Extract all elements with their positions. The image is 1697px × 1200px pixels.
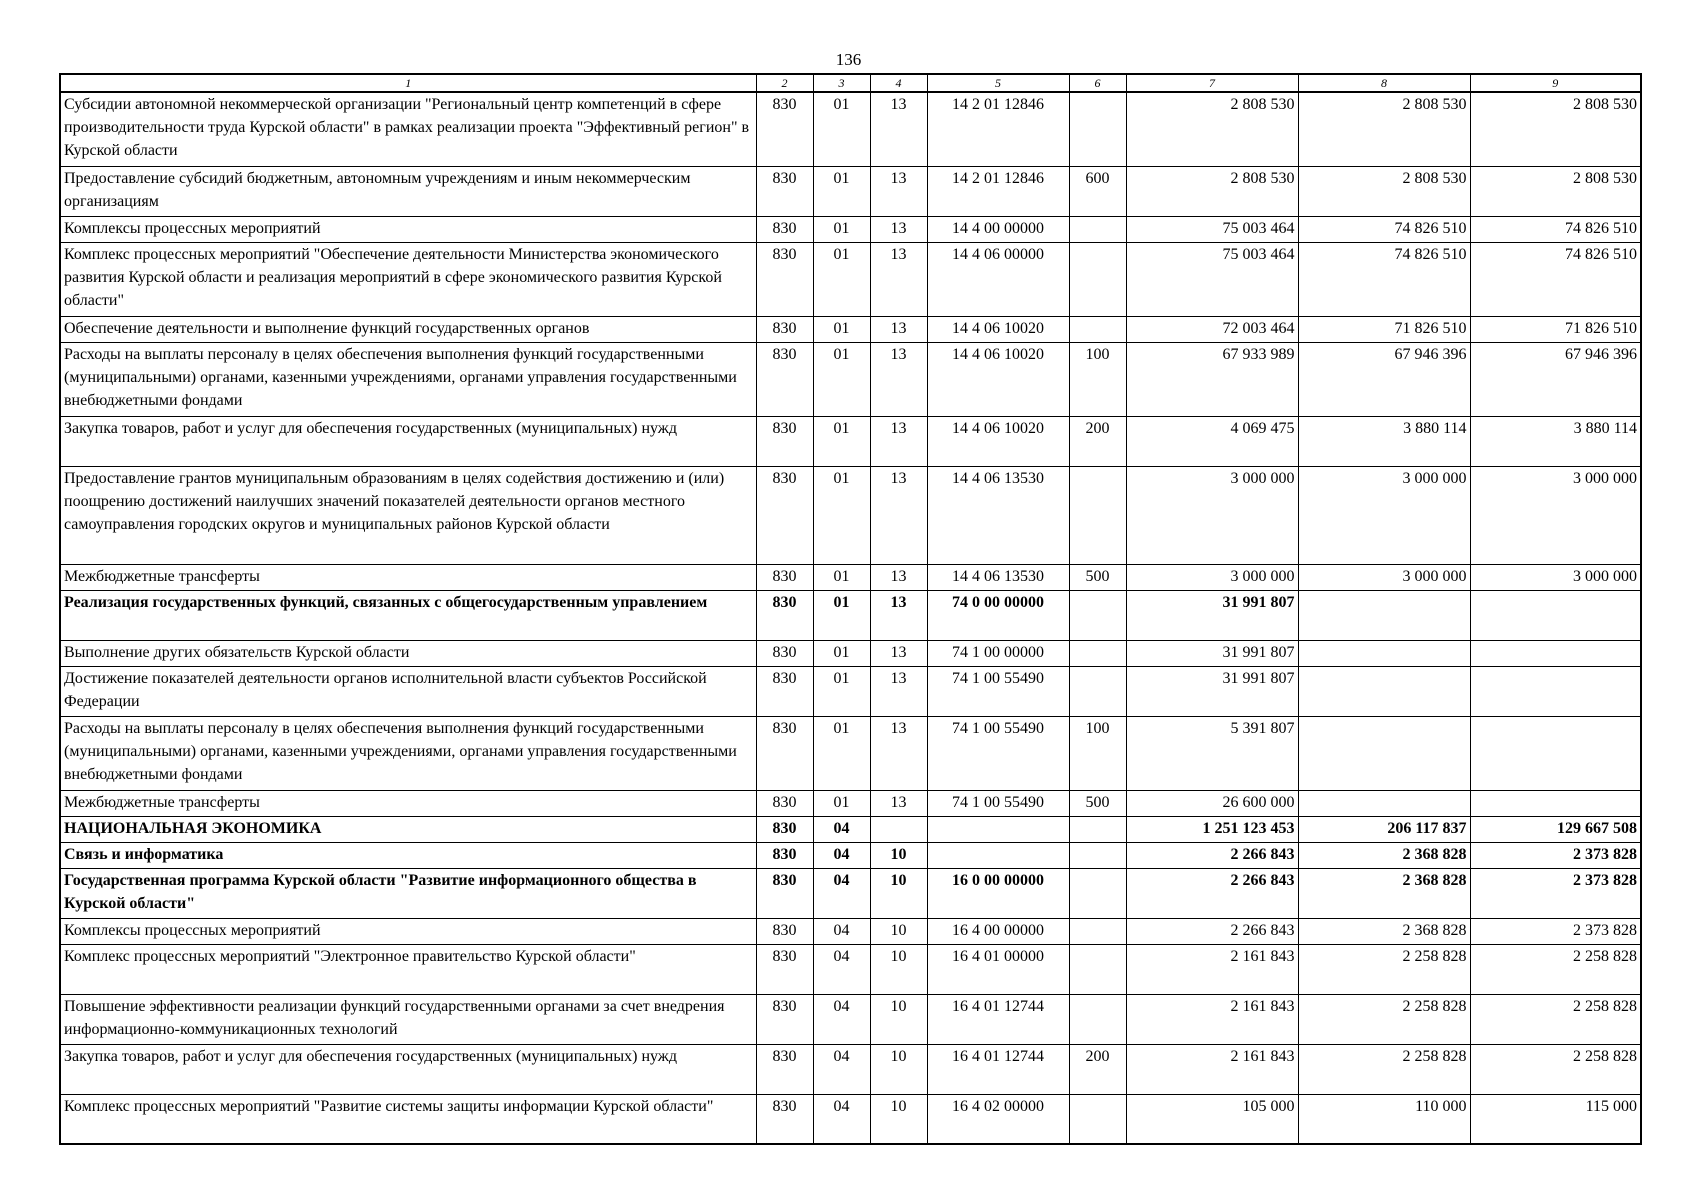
subsection-code: 13 [870, 590, 927, 640]
amount-col-8: 67 946 396 [1298, 342, 1470, 416]
target-article: 14 4 06 13530 [927, 466, 1069, 564]
section-code: 04 [813, 918, 870, 944]
amount-col-9: 2 258 828 [1470, 1044, 1641, 1094]
amount-col-7: 1 251 123 453 [1126, 816, 1298, 842]
table-row [60, 316, 1641, 342]
admin-code: 830 [756, 342, 813, 416]
subsection-code: 13 [870, 716, 927, 790]
table-row [60, 716, 1641, 790]
column-header: 9 [1470, 74, 1641, 92]
target-article: 16 0 00 00000 [927, 868, 1069, 918]
table-row [60, 216, 1641, 242]
item-name: Субсидии автономной некоммерческой организации "Региональный центр компетенций в сфере производительности труда Курской области" в рамках реализации проекта "Эффективный регион" в Курской области [60, 92, 756, 166]
table-row [60, 590, 1641, 640]
table-row [60, 342, 1641, 416]
subsection-code: 13 [870, 242, 927, 316]
subsection-code: 10 [870, 868, 927, 918]
target-article: 14 4 06 00000 [927, 242, 1069, 316]
amount-col-9: 115 000 [1470, 1094, 1641, 1144]
table-row [60, 944, 1641, 994]
section-code: 01 [813, 216, 870, 242]
amount-col-7: 2 161 843 [1126, 944, 1298, 994]
table-row [60, 166, 1641, 216]
expense-type: 200 [1069, 1044, 1126, 1094]
section-code: 04 [813, 868, 870, 918]
subsection-code [870, 816, 927, 842]
amount-col-8 [1298, 716, 1470, 790]
amount-col-7: 31 991 807 [1126, 666, 1298, 716]
item-name: Комплекс процессных мероприятий "Развитие системы защиты информации Курской области" [60, 1094, 756, 1144]
amount-col-7: 2 266 843 [1126, 842, 1298, 868]
amount-col-7: 2 266 843 [1126, 868, 1298, 918]
admin-code: 830 [756, 564, 813, 590]
item-name: Комплекс процессных мероприятий "Обеспечение деятельности Министерства экономического развития Курской области и реализация мероприятий в сфере экономического развития Курской области" [60, 242, 756, 316]
table-row [60, 466, 1641, 564]
table-row [60, 1094, 1641, 1144]
target-article: 16 4 01 00000 [927, 944, 1069, 994]
admin-code: 830 [756, 868, 813, 918]
column-header: 6 [1069, 74, 1126, 92]
subsection-code: 13 [870, 316, 927, 342]
admin-code: 830 [756, 316, 813, 342]
item-name: Обеспечение деятельности и выполнение функций государственных органов [60, 316, 756, 342]
expense-type [1069, 466, 1126, 564]
amount-col-7: 2 161 843 [1126, 994, 1298, 1044]
amount-col-8 [1298, 590, 1470, 640]
expense-type [1069, 666, 1126, 716]
target-article: 14 4 00 00000 [927, 216, 1069, 242]
item-name: Достижение показателей деятельности органов исполнительной власти субъектов Российской Федерации [60, 666, 756, 716]
item-name: Закупка товаров, работ и услуг для обеспечения государственных (муниципальных) нужд [60, 416, 756, 466]
table-row [60, 416, 1641, 466]
admin-code: 830 [756, 242, 813, 316]
amount-col-9: 3 000 000 [1470, 564, 1641, 590]
admin-code: 830 [756, 466, 813, 564]
amount-col-8: 3 000 000 [1298, 564, 1470, 590]
table-row [60, 666, 1641, 716]
amount-col-9: 71 826 510 [1470, 316, 1641, 342]
section-code: 01 [813, 564, 870, 590]
admin-code: 830 [756, 994, 813, 1044]
item-name: Предоставление грантов муниципальным образованиям в целях содействия достижению и (или) поощрению достижений наилучших значений показателей деятельности органов местного самоуправления городских округов и муниципальных районов Курской области [60, 466, 756, 564]
item-name: Выполнение других обязательств Курской области [60, 640, 756, 666]
item-name: Межбюджетные трансферты [60, 790, 756, 816]
target-article: 74 1 00 55490 [927, 666, 1069, 716]
target-article: 16 4 00 00000 [927, 918, 1069, 944]
subsection-code: 10 [870, 842, 927, 868]
admin-code: 830 [756, 416, 813, 466]
admin-code: 830 [756, 944, 813, 994]
amount-col-7: 2 161 843 [1126, 1044, 1298, 1094]
item-name: Предоставление субсидий бюджетным, автономным учреждениям и иным некоммерческим организациям [60, 166, 756, 216]
item-name: Повышение эффективности реализации функций государственными органами за счет внедрения информационно-коммуникационных технологий [60, 994, 756, 1044]
subsection-code: 13 [870, 416, 927, 466]
amount-col-9: 74 826 510 [1470, 216, 1641, 242]
amount-col-7: 67 933 989 [1126, 342, 1298, 416]
table-row [60, 242, 1641, 316]
amount-col-8: 206 117 837 [1298, 816, 1470, 842]
admin-code: 830 [756, 716, 813, 790]
subsection-code: 10 [870, 994, 927, 1044]
admin-code: 830 [756, 1044, 813, 1094]
target-article: 74 0 00 00000 [927, 590, 1069, 640]
expense-type: 200 [1069, 416, 1126, 466]
section-code: 01 [813, 166, 870, 216]
subsection-code: 13 [870, 666, 927, 716]
subsection-code: 10 [870, 918, 927, 944]
amount-col-8: 110 000 [1298, 1094, 1470, 1144]
section-code: 01 [813, 316, 870, 342]
amount-col-7: 31 991 807 [1126, 640, 1298, 666]
item-name: Расходы на выплаты персоналу в целях обеспечения выполнения функций государственными (муниципальными) органами, казенными учреждениями, органами управления государственными внебюджетными фондами [60, 342, 756, 416]
amount-col-7: 31 991 807 [1126, 590, 1298, 640]
amount-col-8: 2 368 828 [1298, 918, 1470, 944]
amount-col-7: 4 069 475 [1126, 416, 1298, 466]
section-code: 04 [813, 842, 870, 868]
target-article: 14 4 06 10020 [927, 416, 1069, 466]
item-name: Реализация государственных функций, связанных с общегосударственным управлением [60, 590, 756, 640]
item-name: Расходы на выплаты персоналу в целях обеспечения выполнения функций государственными (муниципальными) органами, казенными учреждениями, органами управления государственными внебюджетными фондами [60, 716, 756, 790]
amount-col-9: 2 808 530 [1470, 92, 1641, 166]
section-code: 01 [813, 716, 870, 790]
target-article: 74 1 00 55490 [927, 716, 1069, 790]
table-row [60, 640, 1641, 666]
subsection-code: 10 [870, 1094, 927, 1144]
table-row [60, 92, 1641, 166]
target-article: 14 2 01 12846 [927, 166, 1069, 216]
section-code: 01 [813, 466, 870, 564]
section-code: 04 [813, 1094, 870, 1144]
amount-col-7: 75 003 464 [1126, 216, 1298, 242]
expense-type [1069, 918, 1126, 944]
amount-col-8: 2 258 828 [1298, 994, 1470, 1044]
expense-type [1069, 316, 1126, 342]
page-number: 136 [835, 50, 862, 69]
table-row [60, 816, 1641, 842]
admin-code: 830 [756, 666, 813, 716]
amount-col-7: 2 808 530 [1126, 166, 1298, 216]
expense-type [1069, 242, 1126, 316]
amount-col-9: 2 373 828 [1470, 868, 1641, 918]
target-article [927, 842, 1069, 868]
section-code: 01 [813, 342, 870, 416]
column-header: 3 [813, 74, 870, 92]
amount-col-9: 3 880 114 [1470, 416, 1641, 466]
expense-type [1069, 92, 1126, 166]
subsection-code: 13 [870, 216, 927, 242]
amount-col-8: 71 826 510 [1298, 316, 1470, 342]
amount-col-9 [1470, 790, 1641, 816]
admin-code: 830 [756, 166, 813, 216]
admin-code: 830 [756, 842, 813, 868]
table-row [60, 868, 1641, 918]
amount-col-8: 2 368 828 [1298, 842, 1470, 868]
amount-col-9: 2 258 828 [1470, 944, 1641, 994]
amount-col-7: 105 000 [1126, 1094, 1298, 1144]
amount-col-8: 74 826 510 [1298, 216, 1470, 242]
section-code: 01 [813, 416, 870, 466]
target-article: 16 4 02 00000 [927, 1094, 1069, 1144]
expense-type [1069, 868, 1126, 918]
item-name: Межбюджетные трансферты [60, 564, 756, 590]
target-article: 16 4 01 12744 [927, 994, 1069, 1044]
target-article: 14 2 01 12846 [927, 92, 1069, 166]
subsection-code: 13 [870, 166, 927, 216]
target-article [927, 816, 1069, 842]
item-name: Связь и информатика [60, 842, 756, 868]
section-code: 04 [813, 944, 870, 994]
amount-col-9: 2 373 828 [1470, 918, 1641, 944]
amount-col-9: 2 808 530 [1470, 166, 1641, 216]
amount-col-7: 2 808 530 [1126, 92, 1298, 166]
amount-col-7: 72 003 464 [1126, 316, 1298, 342]
target-article: 74 1 00 00000 [927, 640, 1069, 666]
amount-col-9: 67 946 396 [1470, 342, 1641, 416]
amount-col-8: 2 258 828 [1298, 1044, 1470, 1094]
expense-type [1069, 1094, 1126, 1144]
subsection-code: 13 [870, 790, 927, 816]
item-name: НАЦИОНАЛЬНАЯ ЭКОНОМИКА [60, 816, 756, 842]
section-code: 04 [813, 816, 870, 842]
subsection-code: 13 [870, 640, 927, 666]
amount-col-8 [1298, 640, 1470, 666]
amount-col-9: 74 826 510 [1470, 242, 1641, 316]
item-name: Комплекс процессных мероприятий "Электронное правительство Курской области" [60, 944, 756, 994]
amount-col-9 [1470, 666, 1641, 716]
expense-type: 100 [1069, 342, 1126, 416]
column-header: 1 [60, 74, 756, 92]
item-name: Комплексы процессных мероприятий [60, 216, 756, 242]
admin-code: 830 [756, 92, 813, 166]
expense-type [1069, 842, 1126, 868]
column-number-row [60, 74, 1641, 92]
subsection-code: 13 [870, 92, 927, 166]
expense-type [1069, 590, 1126, 640]
amount-col-8: 3 880 114 [1298, 416, 1470, 466]
admin-code: 830 [756, 216, 813, 242]
amount-col-7: 5 391 807 [1126, 716, 1298, 790]
amount-col-9 [1470, 590, 1641, 640]
item-name: Комплексы процессных мероприятий [60, 918, 756, 944]
admin-code: 830 [756, 640, 813, 666]
section-code: 04 [813, 1044, 870, 1094]
amount-col-8: 2 258 828 [1298, 944, 1470, 994]
admin-code: 830 [756, 790, 813, 816]
section-code: 01 [813, 666, 870, 716]
expense-type: 600 [1069, 166, 1126, 216]
expense-type [1069, 944, 1126, 994]
amount-col-8: 2 368 828 [1298, 868, 1470, 918]
budget-table [59, 73, 1642, 1145]
column-header: 2 [756, 74, 813, 92]
amount-col-8 [1298, 790, 1470, 816]
expense-type: 500 [1069, 564, 1126, 590]
table-row [60, 994, 1641, 1044]
admin-code: 830 [756, 816, 813, 842]
section-code: 01 [813, 92, 870, 166]
amount-col-7: 75 003 464 [1126, 242, 1298, 316]
expense-type [1069, 216, 1126, 242]
table-row [60, 790, 1641, 816]
subsection-code: 10 [870, 1044, 927, 1094]
amount-col-8: 2 808 530 [1298, 166, 1470, 216]
amount-col-9: 129 667 508 [1470, 816, 1641, 842]
expense-type: 500 [1069, 790, 1126, 816]
subsection-code: 10 [870, 944, 927, 994]
column-header: 7 [1126, 74, 1298, 92]
item-name: Закупка товаров, работ и услуг для обеспечения государственных (муниципальных) нужд [60, 1044, 756, 1094]
target-article: 74 1 00 55490 [927, 790, 1069, 816]
amount-col-7: 3 000 000 [1126, 564, 1298, 590]
admin-code: 830 [756, 1094, 813, 1144]
section-code: 01 [813, 590, 870, 640]
subsection-code: 13 [870, 564, 927, 590]
target-article: 14 4 06 13530 [927, 564, 1069, 590]
amount-col-7: 3 000 000 [1126, 466, 1298, 564]
amount-col-9: 2 373 828 [1470, 842, 1641, 868]
table-row [60, 564, 1641, 590]
amount-col-9 [1470, 640, 1641, 666]
expense-type [1069, 816, 1126, 842]
subsection-code: 13 [870, 342, 927, 416]
amount-col-8 [1298, 666, 1470, 716]
section-code: 04 [813, 994, 870, 1044]
table-row [60, 842, 1641, 868]
amount-col-8: 2 808 530 [1298, 92, 1470, 166]
item-name: Государственная программа Курской области "Развитие информационного общества в Курской области" [60, 868, 756, 918]
amount-col-9 [1470, 716, 1641, 790]
section-code: 01 [813, 242, 870, 316]
expense-type [1069, 640, 1126, 666]
amount-col-7: 26 600 000 [1126, 790, 1298, 816]
amount-col-9: 2 258 828 [1470, 994, 1641, 1044]
expense-type [1069, 994, 1126, 1044]
table-body [60, 92, 1641, 1144]
column-header: 8 [1298, 74, 1470, 92]
column-header: 5 [927, 74, 1069, 92]
table-row [60, 1044, 1641, 1094]
table-row [60, 918, 1641, 944]
amount-col-8: 74 826 510 [1298, 242, 1470, 316]
section-code: 01 [813, 790, 870, 816]
admin-code: 830 [756, 918, 813, 944]
target-article: 16 4 01 12744 [927, 1044, 1069, 1094]
column-header: 4 [870, 74, 927, 92]
target-article: 14 4 06 10020 [927, 316, 1069, 342]
admin-code: 830 [756, 590, 813, 640]
expense-type: 100 [1069, 716, 1126, 790]
amount-col-9: 3 000 000 [1470, 466, 1641, 564]
subsection-code: 13 [870, 466, 927, 564]
target-article: 14 4 06 10020 [927, 342, 1069, 416]
amount-col-7: 2 266 843 [1126, 918, 1298, 944]
amount-col-8: 3 000 000 [1298, 466, 1470, 564]
section-code: 01 [813, 640, 870, 666]
